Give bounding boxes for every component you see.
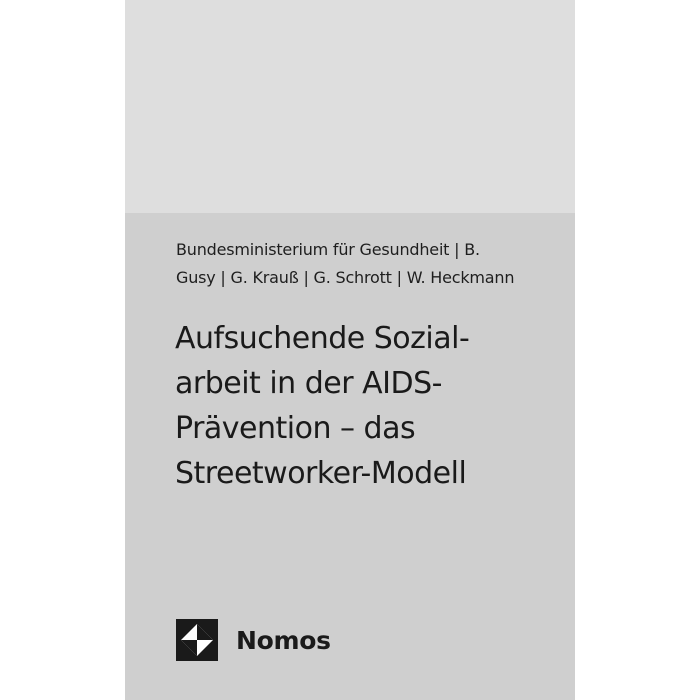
- author-list: [176, 236, 566, 292]
- book-cover: [125, 0, 575, 700]
- publisher-name: Nomos: [236, 625, 331, 655]
- title-line: arbeit in der AIDS-: [175, 366, 442, 401]
- book-title: [175, 316, 570, 496]
- title-line: Aufsuchende Sozial-: [175, 321, 470, 356]
- title-line: Prävention – das: [175, 411, 416, 446]
- publisher-mark: [176, 619, 331, 661]
- nomos-logo-icon: [176, 619, 218, 661]
- author-line: Bundesministerium für Gesundheit | B.: [176, 240, 480, 259]
- title-line: Streetworker-Modell: [175, 456, 467, 491]
- author-line: Gusy | G. Krauß | G. Schrott | W. Heckmann: [176, 268, 515, 287]
- cover-top-band: [125, 0, 575, 213]
